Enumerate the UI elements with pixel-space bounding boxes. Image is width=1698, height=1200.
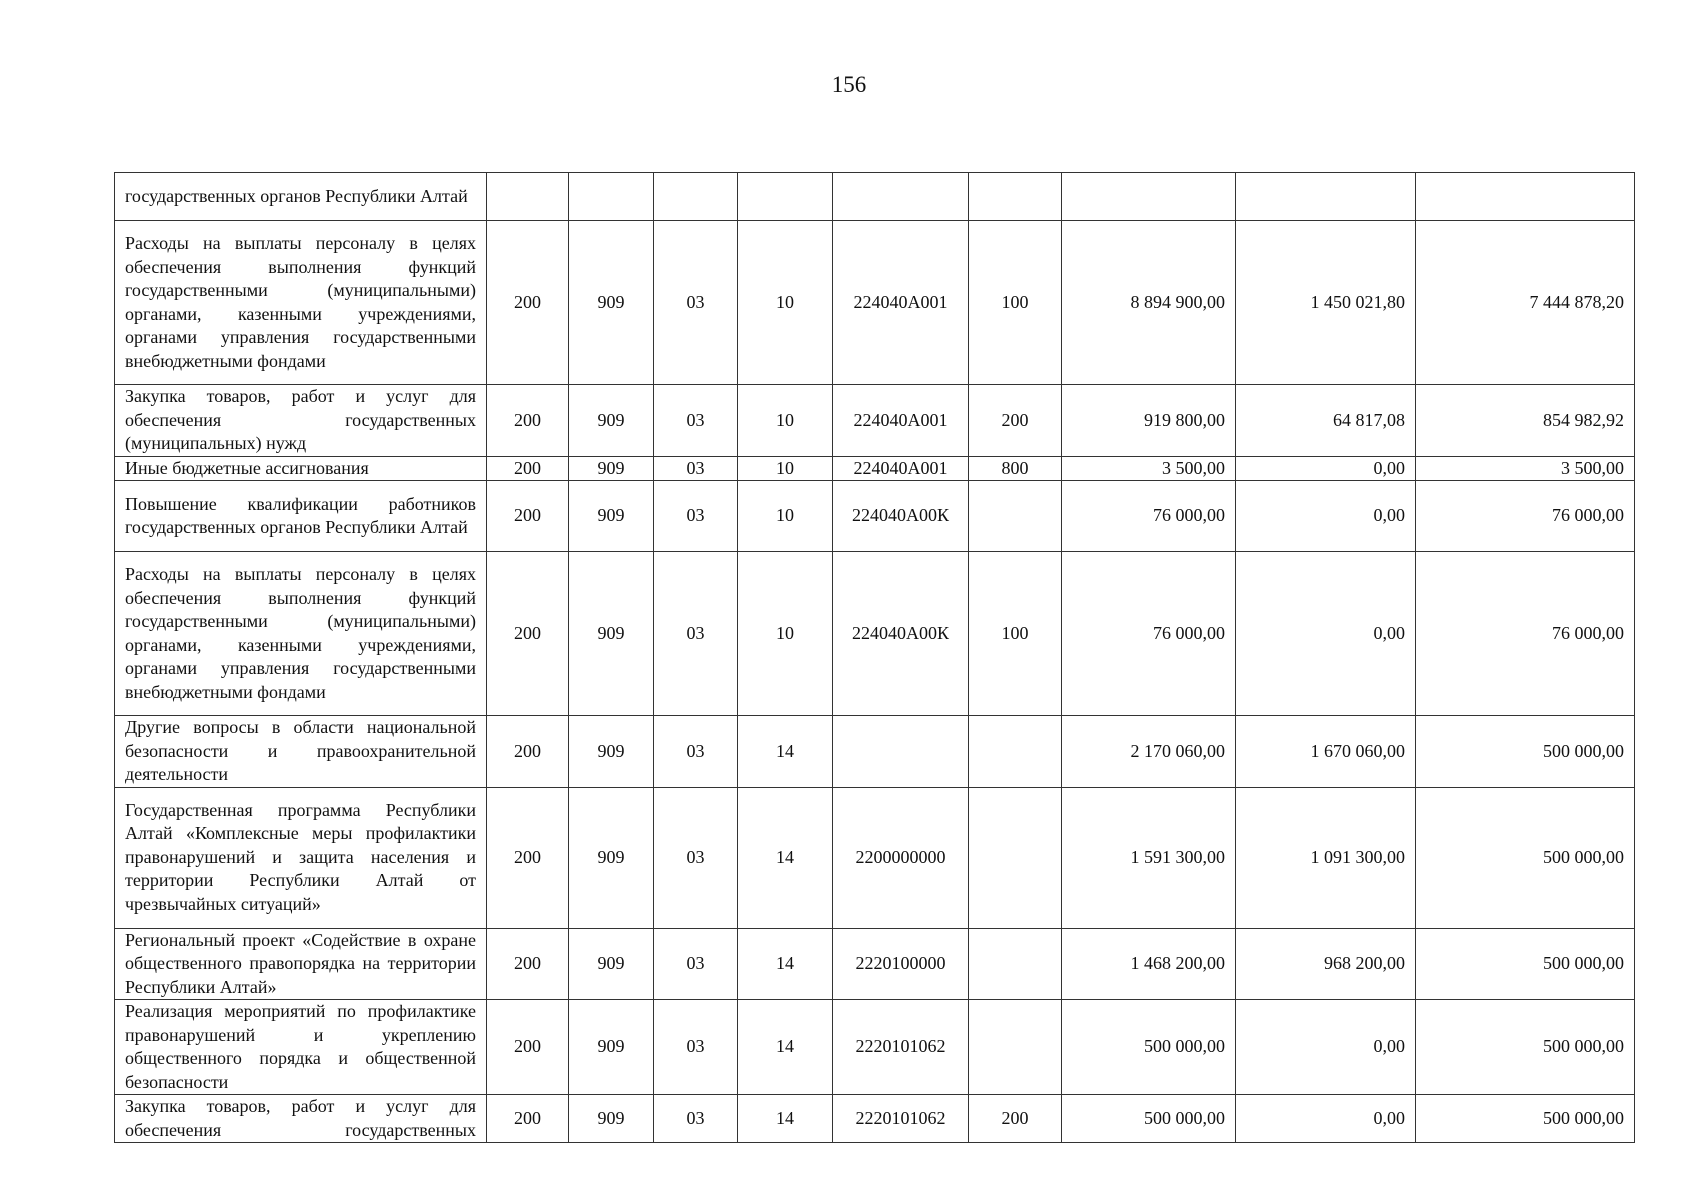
table-row — [115, 456, 1635, 481]
row-description: Закупка товаров, работ и услуг для обеспечения государственных — [115, 1095, 487, 1143]
cell-amount-2: 1 450 021,80 — [1236, 221, 1416, 385]
cell-amount-3: 500 000,00 — [1416, 928, 1635, 1000]
cell-amount-3: 500 000,00 — [1416, 716, 1635, 788]
row-description: государственных органов Республики Алтай — [115, 173, 487, 221]
table-row — [115, 173, 1635, 221]
cell-code-4: 14 — [738, 716, 833, 788]
cell-target-article: 2220100000 — [833, 928, 969, 1000]
cell-target-article: 224040А001 — [833, 385, 969, 457]
cell-amount-3: 500 000,00 — [1416, 1095, 1635, 1143]
cell-amount-2: 0,00 — [1236, 1095, 1416, 1143]
cell-amount-2: 0,00 — [1236, 552, 1416, 716]
cell-code-4: 10 — [738, 385, 833, 457]
cell-amount-3: 854 982,92 — [1416, 385, 1635, 457]
cell-code-1: 200 — [487, 456, 569, 481]
cell-amount-3: 76 000,00 — [1416, 481, 1635, 552]
cell-code-2: 909 — [569, 456, 654, 481]
cell-code-3: 03 — [654, 385, 738, 457]
cell-amount-1 — [1062, 173, 1236, 221]
row-description: Государственная программа Республики Алтай «Комплексные меры профилактики правонарушений и защита населения и территории Республики Алтай от чрезвычайных ситуаций» — [115, 787, 487, 928]
cell-code-1: 200 — [487, 481, 569, 552]
row-description: Повышение квалификации работников государственных органов Республики Алтай — [115, 481, 487, 552]
page-number: 156 — [831, 72, 867, 97]
row-description: Другие вопросы в области национальной безопасности и правоохранительной деятельности — [115, 716, 487, 788]
budget-table — [114, 172, 1635, 1143]
table-row — [115, 716, 1635, 788]
cell-amount-2: 968 200,00 — [1236, 928, 1416, 1000]
cell-expense-type — [969, 716, 1062, 788]
cell-amount-2: 1 670 060,00 — [1236, 716, 1416, 788]
cell-code-1: 200 — [487, 716, 569, 788]
cell-target-article: 224040А00К — [833, 481, 969, 552]
table-row — [115, 1095, 1635, 1143]
cell-code-3: 03 — [654, 221, 738, 385]
table-row — [115, 928, 1635, 1000]
cell-target-article — [833, 716, 969, 788]
cell-amount-3: 500 000,00 — [1416, 1000, 1635, 1095]
cell-expense-type: 100 — [969, 221, 1062, 385]
cell-code-3: 03 — [654, 787, 738, 928]
cell-amount-1: 500 000,00 — [1062, 1000, 1236, 1095]
cell-code-4: 10 — [738, 552, 833, 716]
cell-amount-1: 919 800,00 — [1062, 385, 1236, 457]
cell-code-3: 03 — [654, 552, 738, 716]
cell-code-2: 909 — [569, 385, 654, 457]
cell-code-1: 200 — [487, 787, 569, 928]
cell-target-article: 2220101062 — [833, 1000, 969, 1095]
cell-code-3: 03 — [654, 716, 738, 788]
cell-code-3: 03 — [654, 481, 738, 552]
cell-amount-3: 3 500,00 — [1416, 456, 1635, 481]
cell-amount-2 — [1236, 173, 1416, 221]
cell-code-2: 909 — [569, 481, 654, 552]
table-row — [115, 552, 1635, 716]
cell-amount-1: 8 894 900,00 — [1062, 221, 1236, 385]
cell-amount-2: 64 817,08 — [1236, 385, 1416, 457]
cell-code-2: 909 — [569, 221, 654, 385]
cell-code-3: 03 — [654, 1095, 738, 1143]
cell-target-article — [833, 173, 969, 221]
cell-code-4: 10 — [738, 481, 833, 552]
cell-amount-3: 500 000,00 — [1416, 787, 1635, 928]
cell-expense-type: 800 — [969, 456, 1062, 481]
row-description: Расходы на выплаты персоналу в целях обеспечения выполнения функций государственными (муниципальными) органами, казенными учреждениями, органами управления государственными внебюджетными фондами — [115, 552, 487, 716]
cell-code-4: 14 — [738, 1095, 833, 1143]
cell-expense-type — [969, 928, 1062, 1000]
cell-expense-type — [969, 173, 1062, 221]
cell-target-article: 224040А001 — [833, 221, 969, 385]
cell-amount-1: 3 500,00 — [1062, 456, 1236, 481]
cell-code-4: 14 — [738, 1000, 833, 1095]
cell-code-3: 03 — [654, 928, 738, 1000]
cell-code-2: 909 — [569, 552, 654, 716]
cell-code-4: 10 — [738, 456, 833, 481]
cell-target-article: 2220101062 — [833, 1095, 969, 1143]
cell-amount-1: 76 000,00 — [1062, 552, 1236, 716]
row-description: Расходы на выплаты персоналу в целях обеспечения выполнения функций государственными (муниципальными) органами, казенными учреждениями, органами управления государственными внебюджетными фондами — [115, 221, 487, 385]
cell-amount-2: 1 091 300,00 — [1236, 787, 1416, 928]
cell-code-3 — [654, 173, 738, 221]
cell-expense-type — [969, 787, 1062, 928]
row-description: Реализация мероприятий по профилактике правонарушений и укреплению общественного порядка и общественной безопасности — [115, 1000, 487, 1095]
cell-code-1: 200 — [487, 1095, 569, 1143]
cell-code-4 — [738, 173, 833, 221]
cell-amount-3 — [1416, 173, 1635, 221]
cell-code-1: 200 — [487, 385, 569, 457]
cell-amount-3: 7 444 878,20 — [1416, 221, 1635, 385]
cell-amount-2: 0,00 — [1236, 481, 1416, 552]
cell-code-2: 909 — [569, 1095, 654, 1143]
cell-code-1: 200 — [487, 928, 569, 1000]
table-row — [115, 481, 1635, 552]
cell-amount-3: 76 000,00 — [1416, 552, 1635, 716]
cell-amount-1: 1 468 200,00 — [1062, 928, 1236, 1000]
cell-amount-1: 1 591 300,00 — [1062, 787, 1236, 928]
cell-code-1: 200 — [487, 221, 569, 385]
cell-code-2: 909 — [569, 787, 654, 928]
row-description: Закупка товаров, работ и услуг для обеспечения государственных (муниципальных) нужд — [115, 385, 487, 457]
table-row — [115, 787, 1635, 928]
cell-amount-1: 76 000,00 — [1062, 481, 1236, 552]
table-row — [115, 385, 1635, 457]
cell-code-4: 14 — [738, 928, 833, 1000]
cell-code-4: 14 — [738, 787, 833, 928]
cell-code-3: 03 — [654, 1000, 738, 1095]
cell-code-2: 909 — [569, 716, 654, 788]
cell-expense-type — [969, 1000, 1062, 1095]
cell-code-3: 03 — [654, 456, 738, 481]
cell-code-1: 200 — [487, 552, 569, 716]
cell-code-4: 10 — [738, 221, 833, 385]
table-row — [115, 221, 1635, 385]
cell-amount-2: 0,00 — [1236, 1000, 1416, 1095]
cell-code-2: 909 — [569, 928, 654, 1000]
cell-expense-type — [969, 481, 1062, 552]
cell-amount-2: 0,00 — [1236, 456, 1416, 481]
cell-expense-type: 100 — [969, 552, 1062, 716]
cell-target-article: 224040А001 — [833, 456, 969, 481]
cell-code-2: 909 — [569, 1000, 654, 1095]
row-description: Иные бюджетные ассигнования — [115, 456, 487, 481]
cell-target-article: 2200000000 — [833, 787, 969, 928]
cell-expense-type: 200 — [969, 385, 1062, 457]
table-row — [115, 1000, 1635, 1095]
cell-code-1 — [487, 173, 569, 221]
cell-amount-1: 2 170 060,00 — [1062, 716, 1236, 788]
cell-expense-type: 200 — [969, 1095, 1062, 1143]
row-description: Региональный проект «Содействие в охране общественного правопорядка на территории Республики Алтай» — [115, 928, 487, 1000]
cell-code-2 — [569, 173, 654, 221]
cell-target-article: 224040А00К — [833, 552, 969, 716]
cell-amount-1: 500 000,00 — [1062, 1095, 1236, 1143]
cell-code-1: 200 — [487, 1000, 569, 1095]
